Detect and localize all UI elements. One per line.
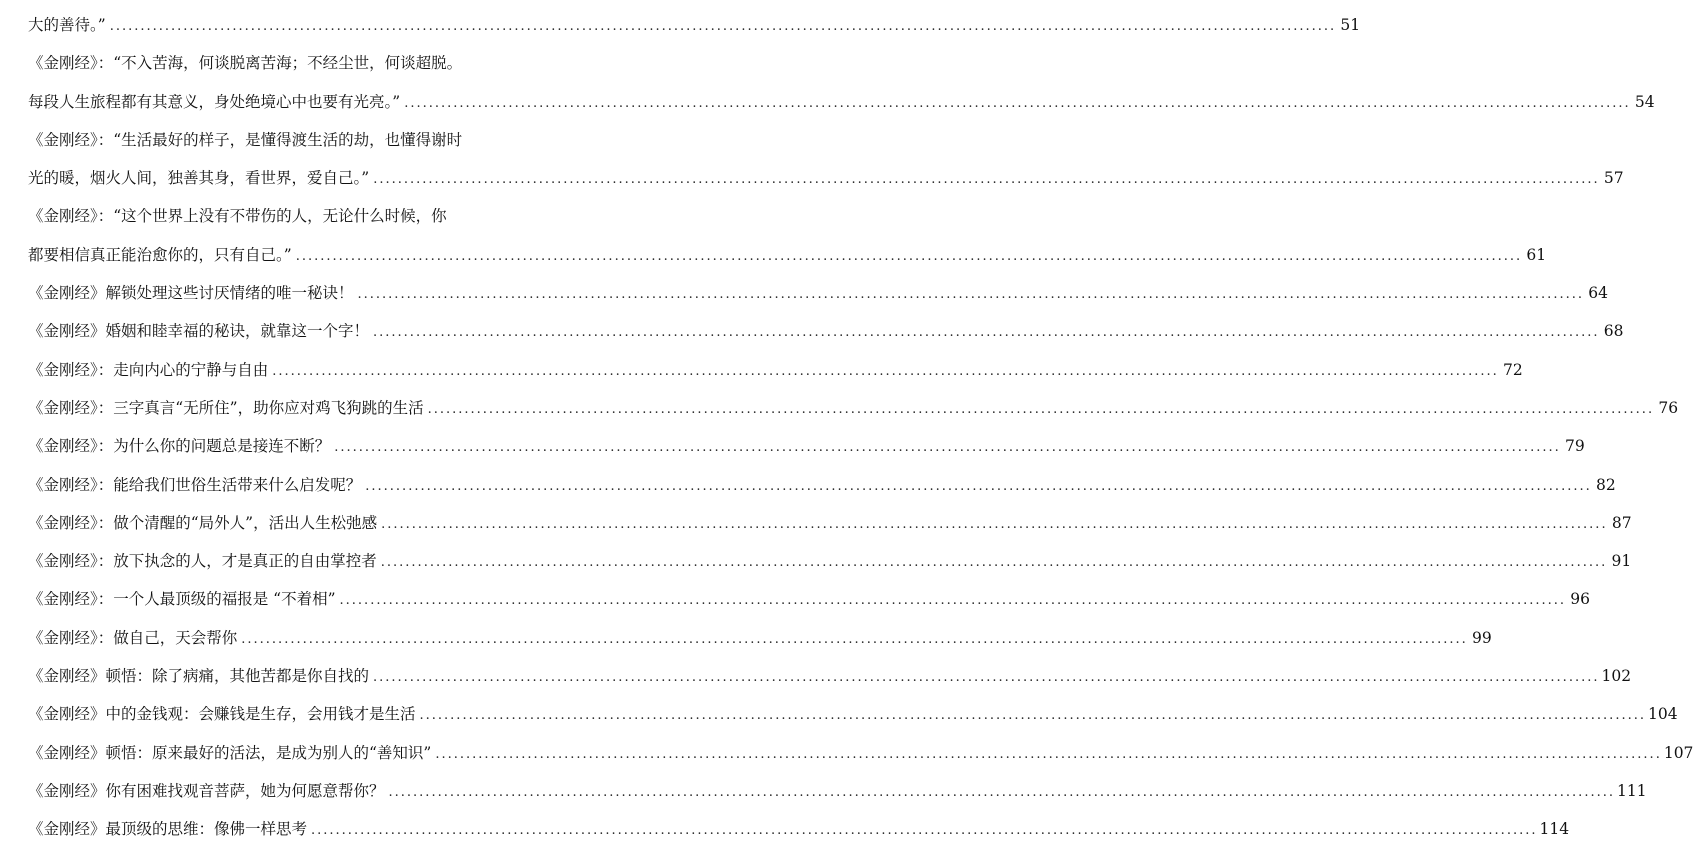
page-number: 76 [1658, 398, 1679, 417]
page-number: 61 [1526, 245, 1547, 264]
toc-entry[interactable] [28, 772, 1647, 810]
toc-entry[interactable] [28, 351, 1523, 389]
dot-leader: ........................................................................................................................................................................................................ [311, 823, 1538, 839]
page-number: 99 [1472, 628, 1492, 647]
toc-entry-title: 《金刚经》顿悟：原来最好的活法，是成为别人的“善知识” [28, 743, 432, 762]
dot-leader: ........................................................................................................................................................................................................ [380, 555, 1608, 571]
toc-entry-title: 《金刚经》：能给我们世俗生活带来什么启发呢？ [28, 475, 362, 494]
page-number: 54 [1634, 92, 1655, 111]
dot-leader: ........................................................................................................................................................................................................ [419, 708, 1646, 724]
toc-entry-title: 《金刚经》顿悟：除了病痛，其他苦都是你自找的 [28, 667, 370, 686]
page-number: 51 [1340, 16, 1361, 34]
page-number: 64 [1588, 284, 1608, 303]
toc-entry[interactable] [28, 312, 1624, 350]
toc-entry-line [28, 44, 510, 82]
dot-leader: ........................................................................................................................................................................................................ [427, 401, 1655, 417]
page-number: 96 [1570, 590, 1590, 609]
toc-entry[interactable] [28, 274, 1608, 312]
page-number: 68 [1603, 322, 1624, 341]
toc-entry[interactable] [28, 619, 1492, 657]
dot-leader: ........................................................................................................................................................................................................ [388, 784, 1615, 800]
dot-leader: ........................................................................................................................................................................................................ [381, 516, 1608, 532]
toc-entry-title: 都要相信真正能治愈你的，只有自己。” [28, 245, 292, 264]
toc-entry-title: 《金刚经》：“生活最好的样子，是懂得渡生活的劫，也懂得谢时 [28, 130, 463, 149]
dot-leader: ........................................................................................................................................................................................................ [373, 670, 1600, 686]
toc-entry-line [28, 619, 1492, 657]
toc-entry-line [28, 427, 1585, 465]
toc-entry-line [28, 772, 1647, 810]
toc-entry-line [28, 159, 1624, 197]
dot-leader: ........................................................................................................................................................................................................ [357, 287, 1584, 303]
dot-leader: ........................................................................................................................................................................................................ [373, 325, 1600, 341]
page-number: 79 [1565, 437, 1585, 456]
toc-entry-line [28, 274, 1608, 312]
toc-entry-title: 《金刚经》：做自己，天会帮你 [28, 628, 238, 647]
toc-entry[interactable] [28, 6, 1361, 44]
toc-entry-line [28, 312, 1624, 350]
page-number: 111 [1616, 781, 1647, 800]
toc-entry-line [28, 83, 1655, 121]
toc-entry-title: 《金刚经》婚姻和睦幸福的秘诀，就靠这一个字！ [28, 322, 370, 341]
dot-leader: ........................................................................................................................................................................................................ [272, 363, 1499, 379]
toc-entry-title: 大的善待。” [28, 16, 106, 34]
table-of-contents [28, 6, 1693, 849]
dot-leader: ........................................................................................................................................................................................................ [373, 172, 1600, 188]
toc-entry-line [28, 466, 1616, 504]
dot-leader: ........................................................................................................................................................................................................ [295, 248, 1523, 264]
toc-entry-title: 《金刚经》：为什么你的问题总是接连不断？ [28, 437, 331, 456]
toc-entry-title: 光的暖，烟火人间，独善其身，看世界，爱自己。” [28, 169, 370, 188]
toc-entry-line [28, 6, 1361, 44]
toc-entry-line [28, 695, 1678, 733]
toc-entry-line [28, 657, 1632, 695]
toc-entry[interactable] [28, 466, 1616, 504]
toc-entry-line [28, 197, 510, 235]
toc-entry-title: 《金刚经》：放下执念的人，才是真正的自由掌控者 [28, 552, 377, 571]
page-number: 72 [1503, 360, 1523, 379]
toc-entry[interactable] [28, 810, 1570, 848]
toc-entry[interactable] [28, 197, 1547, 274]
page-number: 87 [1611, 513, 1632, 532]
dot-leader: ........................................................................................................................................................................................................ [339, 593, 1566, 609]
toc-entry-line [28, 389, 1679, 427]
page-number: 91 [1611, 552, 1632, 571]
toc-entry[interactable] [28, 734, 1693, 772]
dot-leader: ........................................................................................................................................................................................................ [334, 440, 1561, 456]
toc-entry-line [28, 504, 1632, 542]
toc-entry[interactable] [28, 121, 1624, 198]
toc-entry-title: 《金刚经》：三字真言“无所住”，助你应对鸡飞狗跳的生活 [28, 398, 424, 417]
dot-leader: ........................................................................................................................................................................................................ [241, 631, 1468, 647]
toc-entry-title: 《金刚经》你有困难找观音菩萨，她为何愿意帮你？ [28, 781, 385, 800]
toc-entry[interactable] [28, 504, 1632, 542]
toc-entry-title: 《金刚经》最顶级的思维：像佛一样思考 [28, 820, 308, 839]
dot-leader: ........................................................................................................................................................................................................ [365, 478, 1592, 494]
toc-entry[interactable] [28, 542, 1632, 580]
toc-entry-line [28, 542, 1632, 580]
dot-leader: ........................................................................................................................................................................................................ [404, 95, 1631, 111]
page-number: 57 [1603, 169, 1624, 188]
toc-entry-title: 《金刚经》：一个人最顶级的福报是 “不着相” [28, 590, 336, 609]
page-number: 114 [1539, 820, 1570, 839]
toc-entry-line [28, 734, 1693, 772]
toc-entry[interactable] [28, 427, 1585, 465]
toc-entry-line [28, 236, 1547, 274]
toc-entry-line [28, 580, 1590, 618]
toc-entry-title: 《金刚经》解锁处理这些讨厌情绪的唯一秘诀！ [28, 284, 354, 303]
toc-entry[interactable] [28, 580, 1590, 618]
page-number: 82 [1596, 475, 1616, 494]
dot-leader: ........................................................................................................................................................................................................ [435, 746, 1662, 762]
toc-entry-title: 每段人生旅程都有其意义，身处绝境心中也要有光亮。” [28, 92, 401, 111]
toc-entry-title: 《金刚经》中的金钱观：会赚钱是生存，会用钱才是生活 [28, 705, 416, 724]
toc-entry-title: 《金刚经》：“这个世界上没有不带伤的人，无论什么时候，你 [28, 207, 447, 226]
toc-entry-line [28, 810, 1570, 848]
toc-entry-line [28, 351, 1523, 389]
toc-entry-title: 《金刚经》：做个清醒的“局外人”，活出人生松弛感 [28, 513, 378, 532]
toc-entry-title: 《金刚经》：“不入苦海，何谈脱离苦海；不经尘世，何谈超脱。 [28, 54, 463, 73]
dot-leader: ........................................................................................................................................................................................................ [109, 19, 1337, 34]
toc-entry[interactable] [28, 695, 1678, 733]
toc-entry[interactable] [28, 657, 1632, 695]
page-number: 104 [1647, 705, 1678, 724]
page-number: 107 [1663, 743, 1693, 762]
page-number: 102 [1601, 667, 1632, 686]
toc-entry[interactable] [28, 44, 1655, 121]
toc-entry-title: 《金刚经》：走向内心的宁静与自由 [28, 360, 269, 379]
toc-entry-line [28, 121, 510, 159]
toc-entry[interactable] [28, 389, 1679, 427]
